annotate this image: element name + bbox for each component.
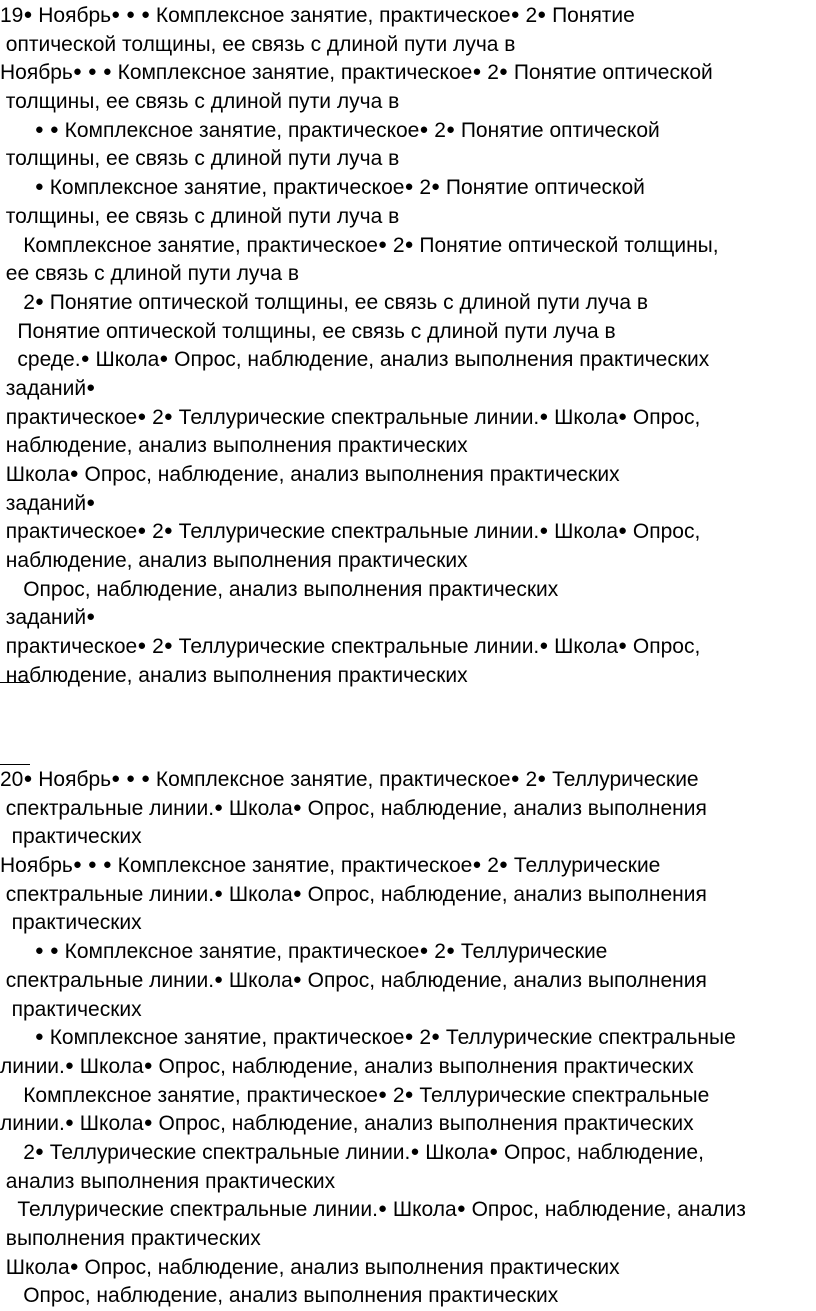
bullet-icon: ● — [537, 770, 547, 787]
bullet-icon: ● — [618, 522, 628, 540]
text-line: толщины, ее связь с длиной пути луча в — [5, 204, 400, 228]
text-line: анализ выполнения практических — [5, 1169, 336, 1193]
bullet-icon: ● — [404, 1085, 414, 1103]
bullet-icon: ● — [49, 942, 59, 960]
text-line: Теллурические спектральные линии.● Школа● Опрос, наблюдение, анализ — [17, 1198, 746, 1222]
bullet-icon: ● — [404, 235, 414, 253]
text-line: 2● Теллурические спектральные линии.● Школа● Опрос, наблюдение, — [23, 1140, 704, 1164]
bullet-icon: ● — [163, 522, 173, 540]
text-line: Понятие оптической толщины, ее связь с длиной пути луча в — [17, 319, 616, 343]
text-line: спектральные линии.● Школа● Опрос, наблюдение, анализ выполнения — [5, 796, 707, 820]
bullet-icon: ● — [80, 350, 90, 368]
bullet-icon: ● — [445, 942, 455, 960]
text-line: практическое● 2● Теллурические спектральные линии.● Школа● Опрос, — [5, 520, 701, 544]
bullet-icon: ● — [163, 407, 173, 425]
bullet-icon: ● — [472, 63, 482, 81]
text-line: Опрос, наблюдение, анализ выполнения практических — [23, 577, 559, 601]
text-line: практическое● 2● Теллурические спектральные линии.● Школа● Опрос, — [5, 405, 701, 429]
bullet-icon: ● — [143, 1114, 153, 1132]
bullet-icon: ● — [445, 120, 455, 138]
text-line: оптической толщины, ее связь с длиной пути луча в — [5, 32, 516, 56]
bullet-icon: ● — [292, 884, 302, 902]
text-line: линии.● Школа● Опрос, наблюдение, анализ выполнения практических — [0, 1054, 694, 1078]
bullet-icon: ● — [102, 63, 112, 81]
bullet-icon: ● — [111, 770, 121, 787]
bullet-icon: ● — [539, 407, 549, 425]
bullet-icon: ● — [498, 856, 508, 874]
bullet-icon: ● — [419, 120, 429, 138]
bullet-icon: ● — [140, 6, 150, 23]
text-line: заданий● — [5, 491, 96, 515]
bullet-icon: ● — [163, 637, 173, 655]
text-line: выполнения практических — [5, 1227, 261, 1250]
section-20 — [0, 766, 816, 1311]
text-line: 19● Ноябрь● ● ● Комплексное занятие, практическое● 2● Понятие — [0, 4, 635, 27]
bullet-icon: ● — [69, 465, 79, 482]
bullet-icon: ● — [377, 1085, 387, 1103]
text-line: среде.● Школа● Опрос, наблюдение, анализ выполнения практических — [17, 348, 710, 372]
bullet-icon: ● — [23, 770, 33, 787]
text-line: Ноябрь● ● ● Комплексное занятие, практическое● 2● Теллурические — [0, 854, 661, 878]
bullet-icon: ● — [34, 120, 44, 138]
bullet-icon: ● — [137, 637, 147, 655]
text-line: Ноябрь● ● ● Комплексное занятие, практическое● 2● Понятие оптической — [0, 61, 713, 85]
bullet-icon: ● — [49, 120, 59, 138]
bullet-icon: ● — [143, 1056, 153, 1074]
bullet-icon: ● — [618, 407, 628, 425]
text-line: ● ● Комплексное занятие, практическое● 2● Понятие оптической — [34, 118, 660, 142]
text-line: толщины, ее связь с длиной пути луча в — [5, 90, 400, 114]
bullet-icon: ● — [34, 942, 44, 960]
text-line: практических — [11, 911, 142, 935]
bullet-icon: ● — [539, 522, 549, 540]
text-line: Опрос, наблюдение, анализ выполнения практических — [23, 1284, 559, 1308]
text-line: практических — [11, 825, 142, 849]
text-line: спектральные линии.● Школа● Опрос, наблюдение, анализ выполнения — [5, 968, 707, 992]
bullet-icon: ● — [214, 884, 224, 902]
bullet-icon: ● — [64, 1056, 74, 1074]
bullet-icon: ● — [140, 770, 150, 787]
text-line: спектральные линии.● Школа● Опрос, наблюдение, анализ выполнения — [5, 882, 707, 906]
text-line: Комплексное занятие, практическое● 2● Теллурические спектральные — [23, 1083, 710, 1107]
text-line: Комплексное занятие, практическое● 2● Понятие оптической толщины, — [23, 233, 719, 257]
section-19 — [0, 2, 816, 691]
bullet-icon: ● — [498, 63, 508, 81]
text-line: Школа● Опрос, наблюдение, анализ выполнения практических — [5, 463, 620, 486]
text-line: 2● Понятие оптической толщины, ее связь с длиной пути луча в — [23, 290, 649, 314]
bullet-icon: ● — [111, 6, 121, 23]
bullet-icon: ● — [126, 6, 136, 23]
bullet-icon: ● — [510, 770, 520, 787]
bullet-icon: ● — [292, 798, 302, 816]
bullet-icon: ● — [214, 970, 224, 988]
bullet-icon: ● — [539, 637, 549, 655]
separator-rule-top — [0, 682, 30, 683]
text-line: 20● Ноябрь● ● ● Комплексное занятие, практическое● 2● Теллурические — [0, 768, 699, 791]
bullet-icon: ● — [64, 1114, 74, 1132]
bullet-icon: ● — [214, 798, 224, 816]
bullet-icon: ● — [86, 378, 96, 396]
bullet-icon: ● — [410, 1142, 420, 1160]
bullet-icon: ● — [86, 493, 96, 511]
bullet-icon: ● — [419, 942, 429, 960]
bullet-icon: ● — [431, 1028, 441, 1046]
bullet-icon: ● — [489, 1142, 499, 1160]
bullet-icon: ● — [102, 856, 112, 874]
text-line: линии.● Школа● Опрос, наблюдение, анализ выполнения практических — [0, 1112, 694, 1136]
bullet-icon: ● — [34, 178, 44, 196]
text-line: практическое● 2● Теллурические спектральные линии.● Школа● Опрос, — [5, 635, 701, 659]
text-line: ее связь с длиной пути луча в — [5, 262, 300, 286]
bullet-icon: ● — [377, 235, 387, 253]
bullet-icon: ● — [404, 1028, 414, 1046]
bullet-icon: ● — [87, 63, 97, 81]
bullet-icon: ● — [404, 178, 414, 196]
bullet-icon: ● — [72, 856, 82, 874]
bullet-icon: ● — [34, 292, 44, 310]
bullet-icon: ● — [456, 1200, 466, 1218]
text-line: Школа● Опрос, наблюдение, анализ выполнения практических — [5, 1255, 620, 1279]
bullet-icon: ● — [377, 1200, 388, 1218]
bullet-icon: ● — [292, 970, 302, 988]
separator-rule-bottom — [0, 764, 30, 765]
bullet-icon: ● — [510, 6, 520, 23]
bullet-icon: ● — [472, 856, 482, 874]
text-line: наблюдение, анализ выполнения практических — [5, 434, 468, 458]
text-line: практических — [11, 997, 142, 1021]
text-line: ● Комплексное занятие, практическое● 2● Теллурические спектральные — [34, 1026, 736, 1050]
bullet-icon: ● — [86, 608, 96, 626]
text-line: заданий● — [5, 606, 96, 630]
bullet-icon: ● — [87, 856, 97, 874]
bullet-icon: ● — [34, 1142, 44, 1160]
text-line: ● ● Комплексное занятие, практическое● 2● Теллурические — [34, 940, 608, 964]
bullet-icon: ● — [126, 770, 136, 787]
bullet-icon: ● — [137, 522, 147, 540]
bullet-icon: ● — [537, 6, 547, 23]
bullet-icon: ● — [137, 407, 147, 425]
bullet-icon: ● — [618, 637, 628, 655]
text-line: толщины, ее связь с длиной пути луча в — [5, 147, 400, 171]
bullet-icon: ● — [431, 178, 441, 196]
text-line: ● Комплексное занятие, практическое● 2● Понятие оптической — [34, 176, 645, 200]
bullet-icon: ● — [23, 6, 33, 23]
bullet-icon: ● — [69, 1257, 79, 1275]
bullet-icon: ● — [34, 1028, 44, 1046]
text-line: наблюдение, анализ выполнения практических — [5, 549, 468, 573]
bullet-icon: ● — [72, 63, 82, 81]
text-line: заданий● — [5, 376, 96, 400]
text-line: наблюдение, анализ выполнения практических — [5, 663, 468, 687]
bullet-icon: ● — [159, 350, 169, 368]
